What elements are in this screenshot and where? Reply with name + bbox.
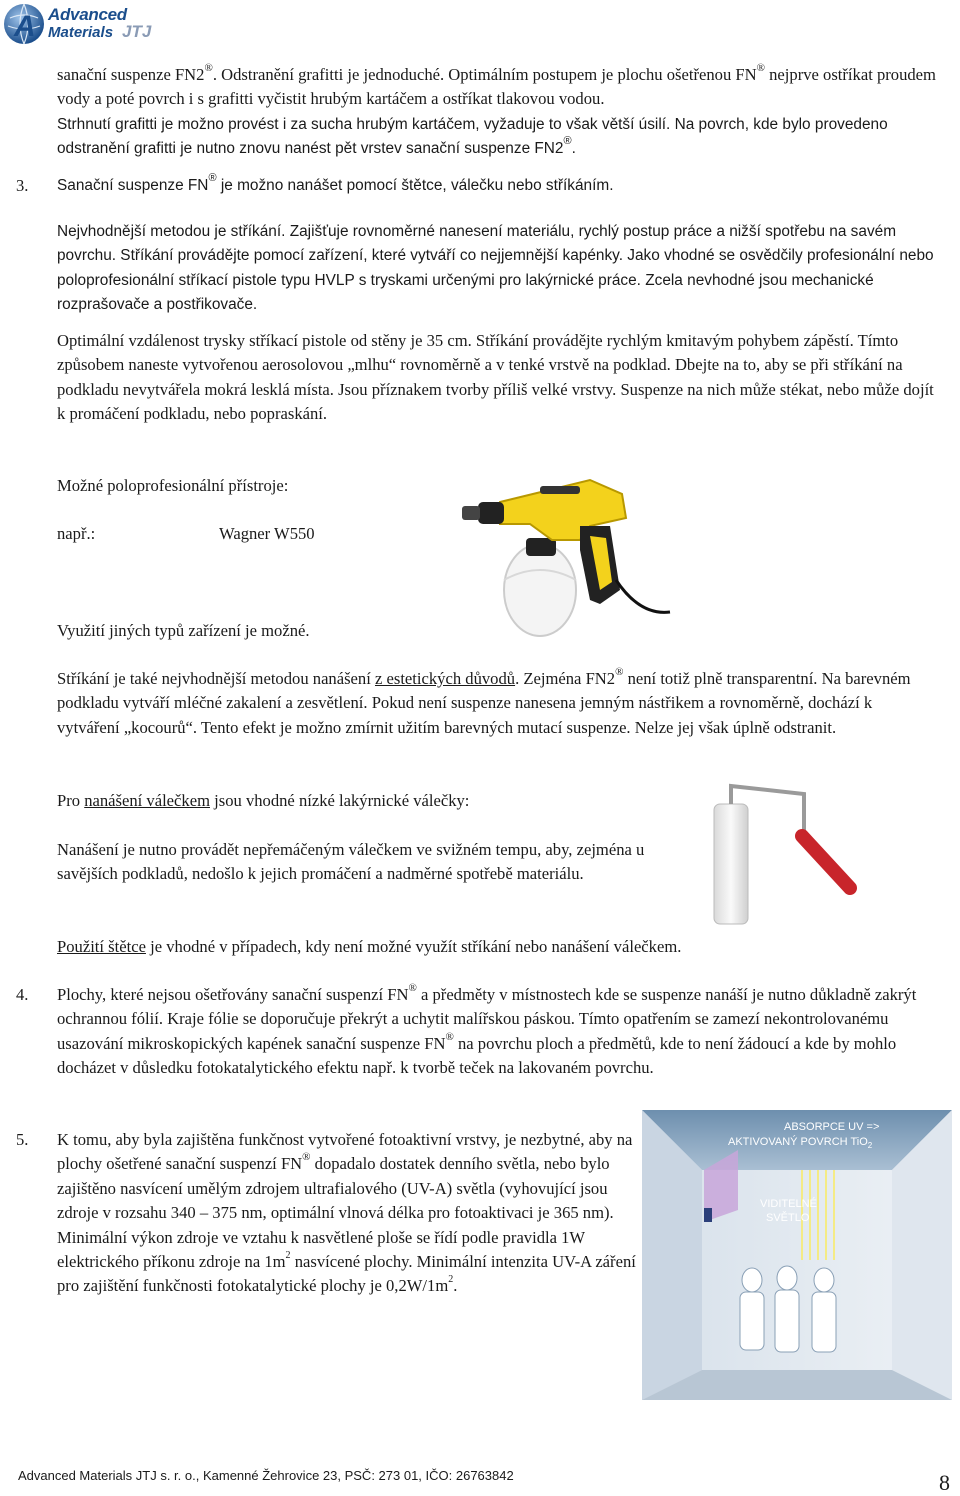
svg-text:A: A xyxy=(14,10,36,43)
paragraph-graffiti-dry: Strhnutí grafitti je možno provést i za sucha hrubým kartáčem, vyžaduje to však větší úsilí. Na povrch, kde bylo provedeno odstranění grafitti je nutno znovu nanést pět vrstev sanační suspenze FN2®. xyxy=(57,116,888,158)
list-item-4: Plochy, které nejsou ošetřovány sanační suspenzí FN® a předměty v místnostech kde se suspenze nanáší je nutno důkladně zakrýt ochrannou fólií. Kraje fólie se doporučuje překrýt a uchytit malířskou páskou. Tímto opatřením se zamezí nekontrolovanému usazování mikroskopických kapének sanační suspenze FN® na povrchu ploch a předmětů, kde to není žádoucí a kde by mohlo docházet v důsledku fotokatalytického efektu např. k tvorbě teček na lakovaném povrchu. xyxy=(57,982,917,1078)
paragraph-device-example: např.: Wagner W550 xyxy=(57,522,937,546)
paragraph-other-devices: Využití jiných typů zařízení je možné. xyxy=(57,621,310,640)
paragraph-graffiti-removal: sanační suspenze FN2®. Odstranění grafitti je jednoduché. Optimálním postupem je plochu ošetřenou FN® nejprve ostříkat proudem vody a poté povrch i s grafitti vyčistit hrubým kartáčem a ostříkat tlakovou vodou. xyxy=(57,62,936,109)
list-number-3: 3. xyxy=(16,176,29,195)
company-logo xyxy=(2,2,152,46)
uv-room-diagram xyxy=(642,1110,952,1400)
list-item-3: Sanační suspenze FN® je možno nanášet pomocí štětce, válečku nebo stříkáním. xyxy=(57,172,614,194)
aesthetic-reasons-link: z estetických důvodů xyxy=(374,669,516,688)
paragraph-roller-intro: Pro nanášení válečkem jsou vhodné nízké lakýrnické válečky: xyxy=(57,791,470,810)
logo-text-jtj: JTJ xyxy=(122,22,152,41)
device-name: Wagner W550 xyxy=(219,524,315,543)
paragraph-aesthetic-reasons: Stříkání je také nejvhodnější metodou nanášení z estetických důvodů. Zejména FN2® není totiž plně transparentní. Na barevném podkladu vytváří mléčné zakalení a zesvětlení. Pokud není suspenze nanesena jemným nástřikem a rovnoměrně, dochází k vytváření „kocourů“. Tento efekt je možno zmírnit užitím barevných mutací suspenze. Nelze jej však úplně odstranit. xyxy=(57,666,911,737)
list-number-5: 5. xyxy=(16,1130,29,1149)
paragraph-brush: Použití štětce je vhodné v případech, kdy není možné využít stříkání nebo nanášení válečkem. xyxy=(57,937,682,956)
paragraph-spraying-method: Nejvhodnější metodou je stříkání. Zajišťuje rovnoměrné nanesení materiálu, rychlý postup práce a nižší spotřebu na savém povrchu. Stříkání provádějte pomocí zařízení, které vytváří co nejjemnější kapénky. Jako vhodné se osvědčily profesionální nebo poloprofesionální stříkací pistole typu HVLP s tryskami určenými pro lakýrnické práce. Zcela nevhodné jsou mechanické rozprašovače a postřikovače. xyxy=(57,223,934,314)
list-number-4: 4. xyxy=(16,985,29,1004)
globe-icon xyxy=(2,2,48,46)
paragraph-devices-heading: Možné poloprofesionální přístroje: xyxy=(57,476,289,495)
brush-link: Použití štětce xyxy=(57,937,146,956)
diagram-label-activated: AKTIVOVANÝ POVRCH TiO$_2$ xyxy=(728,1136,873,1150)
page-number: 8 xyxy=(939,1470,950,1495)
diagram-label-light: SVĚTLO xyxy=(766,1212,810,1224)
diagram-label-absorption: ABSORPCE UV => xyxy=(784,1121,880,1133)
list-item-5: K tomu, aby byla zajištěna funkčnost vytvořené fotoaktivní vrstvy, je nezbytné, aby na plochy ošetřené sanační suspenzí FN® dopadalo dostatek denního světla, nebo bylo zajištěno nasvícení umělým zdrojem ultrafialového (UV-A) světla (vyhovující jsou zdroje v rozsahu 340 – 375 nm, optimální vlnová délka pro fotoaktivaci je 365 nm). Minimální výkon zdroje ve vztahu k nasvětlené ploše se řídí podle pravidla 1W elektrického příkonu zdroje na $1m^2$ nasvícené plochy. Minimální intenzita UV-A záření pro zajištění funkčnosti fotokatalytické plochy je $0,2W/1m^2$. xyxy=(57,1130,636,1296)
paragraph-roller-use: Nanášení je nutno provádět nepřemáčeným válečkem ve svižném tempu, aby, zejména u savějších podkladů, nedošlo k jejich promáčení a nadměrné spotřebě materiálu. xyxy=(57,840,645,884)
page-footer: Advanced Materials JTJ s. r. o., Kamenné Žehrovice 23, PSČ: 273 01, IČO: 26763842 xyxy=(18,1468,514,1483)
paragraph-spray-distance: Optimální vzdálenost trysky stříkací pistole od stěny je 35 cm. Stříkání provádějte rychlým kmitavým pohybem zápěstí. Tímto způsobem naneste vytvořenou aerosolovou „mlhu“ rovnoměrně a v tenké vrstvě na podklad. Dbejte na to, aby se při stříkání na podkladu nevytvářela mokrá lesklá místa. Jsou příznakem tvorby příliš velké vrstvy. Suspenze na nich může stékat, nebo může dojít k promáčení podkladu, nebo popraskání. xyxy=(57,331,934,424)
diagram-label-visible: VIDITELNÉ xyxy=(760,1198,817,1210)
paint-roller-illustration xyxy=(700,780,860,930)
logo-text-advanced: Advanced xyxy=(48,5,127,24)
logo-text-materials: Materials xyxy=(48,24,114,41)
